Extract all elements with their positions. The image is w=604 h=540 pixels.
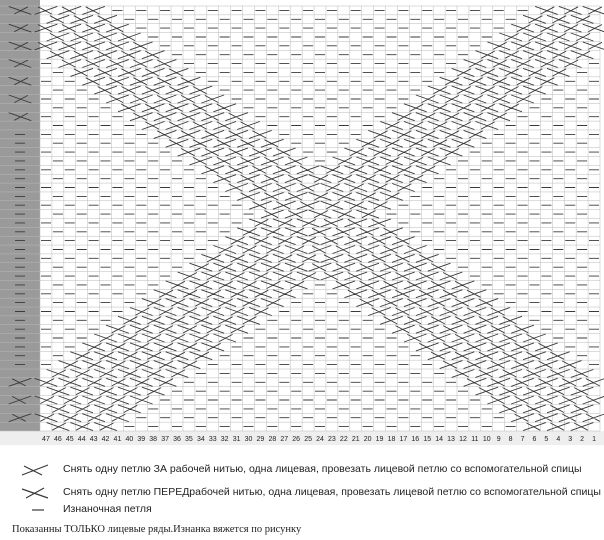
column-number: 21 [351,436,360,443]
column-number: 33 [208,436,217,443]
legend-text: Изнаночная петля [63,503,152,515]
legend-item-cross-right [8,460,598,480]
column-number: 42 [101,436,110,443]
column-number: 44 [77,436,86,443]
column-number: 40 [125,436,134,443]
column-number: 38 [149,436,158,443]
column-number: 25 [304,436,312,443]
column-number: 4 [556,436,561,443]
column-number: 2 [580,436,585,443]
column-number: 13 [447,436,455,443]
legend-text: Снять одну петлю ЗА рабочей нитью, одна лицевая, провезать лицевой петлю со вспомогательной спицы [63,463,582,475]
column-number: 37 [161,436,170,443]
column-number: 1 [592,436,596,443]
column-number: 27 [280,436,289,443]
column-number: 47 [42,436,50,443]
column-number: 28 [268,436,277,443]
column-number: 31 [232,436,241,443]
column-number: 22 [339,436,348,443]
column-number: 26 [292,436,301,443]
column-number: 5 [544,436,549,443]
column-number: 35 [185,436,193,443]
column-number: 46 [53,436,62,443]
column-number: 7 [520,436,525,443]
dash-symbol-icon [18,500,54,520]
column-number: 14 [435,436,444,443]
column-number: 32 [220,436,229,443]
column-number: 39 [137,436,146,443]
column-number: 8 [508,436,513,443]
column-number: 24 [316,436,324,443]
column-number: 16 [411,436,420,443]
legend-item-purl [8,500,598,520]
column-number: 45 [65,436,74,443]
column-number: 12 [459,436,467,443]
column-number: 11 [471,436,479,443]
legend-text: Снять одну петлю ПЕРЕДрабочей нитью, одна лицевая, провезать лицевой петлю со вспомогательной спицы [63,486,601,498]
column-number: 18 [387,436,396,443]
column-number: 19 [375,436,384,443]
column-number: 30 [244,436,253,443]
column-number: 43 [89,436,98,443]
column-number: 34 [196,436,205,443]
column-number: 23 [328,436,336,443]
column-number: 17 [399,436,408,443]
cross-right-symbol-icon [18,460,54,480]
chart-note: Показанны ТОЛЬКО лицевые ряды.Изнанка вяжется по рисунку [12,524,302,535]
column-number: 6 [532,436,537,443]
column-number: 15 [423,436,432,443]
column-number: 41 [113,436,122,443]
column-number: 29 [256,436,265,443]
column-number: 9 [496,436,501,443]
column-number: 36 [173,436,181,443]
chart-gutter [0,0,40,431]
column-number: 20 [363,436,372,443]
column-number: 10 [482,436,491,443]
column-number: 3 [568,436,573,443]
